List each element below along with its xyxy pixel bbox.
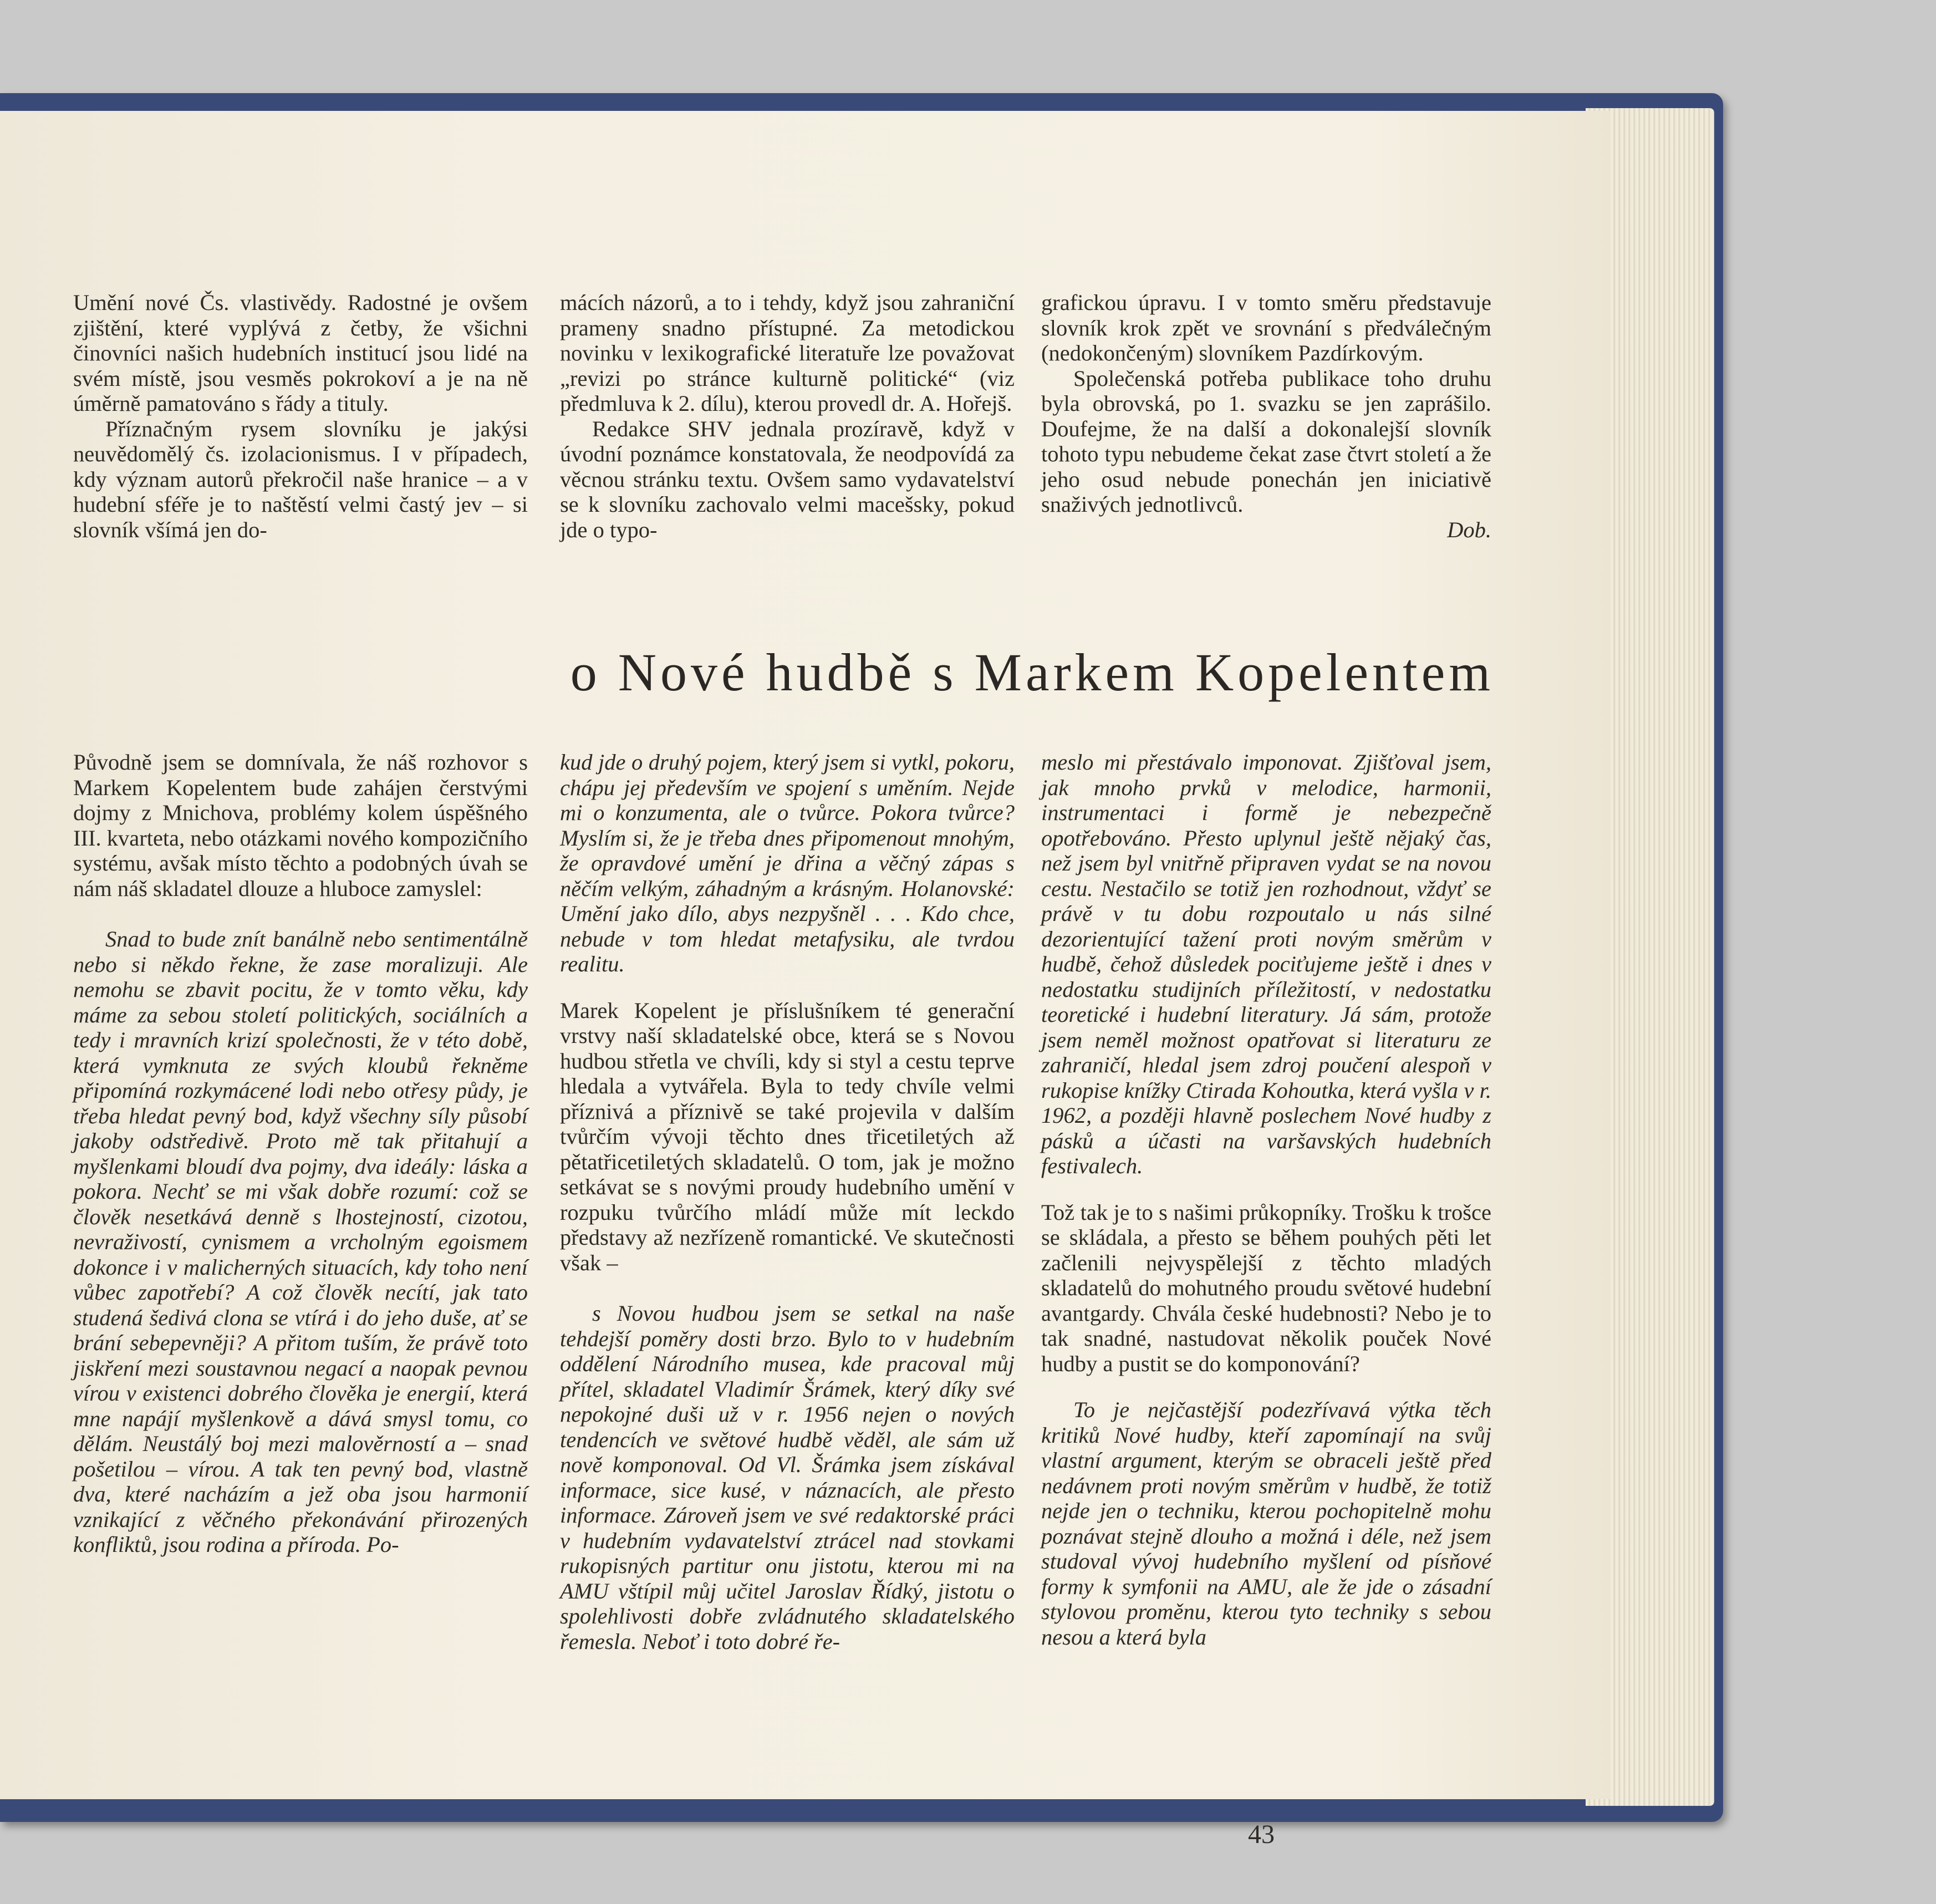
top-article-column-3 (1041, 290, 1491, 542)
page-number: 43 (1248, 1820, 1275, 1849)
quote-paragraph: meslo mi přestávalo imponovat. Zjišťoval jsem, jak mnoho prvků v melodice, harmonii, instrumentaci i formě je nebezpečně opotřebováno. Přesto uplynul ještě nějaký čas, než jsem byl vnitřně připraven vydat se na novou cestu. Nestačilo se totiž jen rozhodnout, vždyť se právě v tu dobu rozpoutalo u nás silné dezorientující tažení proti novým směrům v hudbě, čehož důsledek pociťujeme ještě i dnes v nedostatku studijních příležitostí, v nedostatku teoretické i hudební literatury. Já sám, protože jsem neměl možnost opatřovat si literaturu ze zahraničí, hledal jsem zdroj poučení alespoň v rukopise knížky Ctirada Kohoutka, která vyšla v r. 1962, a později hlavně poslechem Nové hudby z pásků a účasti na varšavských hudebních festivalech. (1041, 750, 1491, 1178)
article-headline: o Nové hudbě s Markem Kopelentem (570, 643, 1494, 702)
quote-paragraph: To je nejčastější podezřívavá výtka těch kritiků Nové hudby, kteří zapomínají na svůj vlastní argument, kterým se obraceli ještě před nedávnem proti novým směrům v hudbě, že totiž nejde jen o techniku, kterou pochopitelně mohu poznávat stejně dlouho a možná i déle, než jsem studoval vývoj hudebního myšlení od písňové formy k symfonii na AMU, ale že jde o zásadní stylovou proměnu, kterou tyto techniky s sebou nesou a která byla (1041, 1397, 1491, 1650)
quote-paragraph: Snad to bude znít banálně nebo sentimentálně nebo si někdo řekne, že zase moralizuji. Ale nemohu se zbavit pocitu, že v tomto věku, kdy máme za sebou století politických, sociálních a tedy i mravních krizí společnosti, že v této době, která vymknuta ze svých kloubů řekněme připomíná rozkymácené lodi nebo otřesy půdy, je třeba hledat pevný bod, když všechny síly působí jakoby odstředivě. Proto mě tak přitahují a myšlenkami bloudí dva pojmy, dva ideály: láska a pokora. Nechť se mi však dobře rozumí: což se člověk nesetkává denně s lhostejností, cizotou, nevraživostí, cynismem a vrcholným egoismem dokonce i v malicherných situacích, kdy toho není vůbec zapotřebí? A což člověk necítí, jak tato studená šedivá clona se vtírá i do jeho duše, ať se brání sebepevněji? A přitom tuším, že právě toto jiskření mezi soustavnou negací a naopak pevnou vírou v existenci dobrého člověka je energií, která mne napájí myšlenkově a dává smysl tomu, co dělám. Neustálý boj mezi malověrností a – snad pošetilou – vírou. A tak ten pevný bod, vlastně dva, které nacházím a jež oba jsou harmonií vznikající z věčného překonávání přirozených konfliktů, jsou rodina a příroda. Po- (73, 926, 528, 1557)
top-article-column-1 (73, 290, 528, 542)
quote-paragraph: kud jde o druhý pojem, který jsem si vytkl, pokoru, chápu jej především ve spojení s uměním. Nejde mi o konzumenta, ale o tvůrce. Pokora tvůrce? Myslím si, že je třeba dnes připomenout mnohým, že opravdové umění je dřina a věčný zápas s něčím velkým, záhadným a krásným. Holanovské: Umění jako dílo, abys nezpyšněl . . . Kdo chce, nebude v tom hledat metafysiku, ale tvrdou realitu. (560, 750, 1015, 976)
paragraph: Umění nové Čs. vlastivědy. Radostné je ovšem zjištění, které vyplývá z četby, že všichni činovníci našich hudebních institucí jsou lidé na svém místě, jsou vesměs pokrokoví a je na ně úměrně pamatováno s řády a tituly. (73, 290, 528, 416)
paragraph: Redakce SHV jednala prozíravě, když v úvodní poznámce konstatovala, že neodpovídá za věcnou stránku textu. Ovšem samo vydavatelství se k slovníku zachovalo velmi macešsky, pokud jde o typo- (560, 416, 1015, 542)
intro-paragraph: Původně jsem se domnívala, že náš rozhovor s Markem Kopelentem bude zahájen čerstvými dojmy z Mnichova, problémy kolem úspěšného III. kvarteta, nebo otázkami nového kompozičního systému, avšak místo těchto a podobných úvah se nám náš skladatel dlouze a hluboce zamyslel: (73, 750, 528, 901)
interview-column-1 (73, 750, 528, 1557)
quote-paragraph: s Novou hudbou jsem se setkal na naše tehdejší poměry dosti brzo. Bylo to v hudebním oddělení Národního musea, kde pracoval můj přítel, skladatel Vladimír Šrámek, který díky své nepokojné duši už v r. 1956 nejen o nových tendencích ve světové hudbě věděl, ale sám už nově komponoval. Od Vl. Šrámka jsem získával informace, sice kusé, v náznacích, ale přesto informace. Zároveň jsem ve své redaktorské práci v hudebním vydavatelství ztrácel nad stovkami rukopisných partitur onu jistotu, kterou mi na AMU vštípil můj učitel Jaroslav Řídký, jistotu o spolehlivosti dobře zvládnutého skladatelského řemesla. Neboť i toto dobré ře- (560, 1301, 1015, 1654)
top-article-column-2 (560, 290, 1015, 542)
paragraph: Marek Kopelent je příslušníkem té generační vrstvy naší skladatelské obce, která se s Novou hudbou střetla ve chvíli, kdy si styl a cestu teprve hledala a vytvářela. Byla to tedy chvíle velmi příznivá a příznivě se také projevila v dalším tvůrčím vývoji těchto dnes třicetiletých až pětatřicetiletých skladatelů. O tom, jak je možno setkávat se s novými proudy hudebního umění v rozpuku tvůrčího mládí může mít leckdo představy až nezřízeně romantické. Ve skutečnosti však – (560, 997, 1015, 1275)
article-signature: Dob. (1447, 517, 1491, 542)
paragraph: mácích názorů, a to i tehdy, když jsou zahraniční prameny snadno přístupné. Za metodickou novinku v lexikografické literatuře lze považovat „revizi po stránce kulturně politické“ (viz předmluva k 2. dílu), kterou provedl dr. A. Hořejš. (560, 290, 1015, 416)
paragraph: Společenská potřeba publikace toho druhu byla obrovská, po 1. svazku se jen zaprášilo. Doufejme, že na další a dokonalejší slovník tohoto typu nebudeme čekat zase čtvrt století a že jeho osud nebude ponechán jen iniciativě snaživých jednotlivců. (1041, 365, 1491, 517)
book-page (0, 111, 1611, 1849)
signature-line (1041, 517, 1491, 543)
interview-column-3 (1041, 750, 1491, 1650)
paragraph: Příznačným rysem slovníku je jakýsi neuvědomělý čs. izolacionismus. I v případech, kdy význam autorů překročil naše hranice – a v hudební sféře je to naštěstí velmi častý jev – si slovník všímá jen do- (73, 416, 528, 542)
paragraph: Tož tak je to s našimi průkopníky. Trošku k trošce se skládala, a přesto se během pouhých pěti let začlenili nejvyspělejší z těchto mladých skladatelů do mohutného proudu světové hudební avantgardy. Chvála české hudebnosti? Nebo je to tak snadné, nastudovat několik pouček Nové hudby a pustit se do komponování? (1041, 1199, 1491, 1376)
paragraph: grafickou úpravu. I v tomto směru představuje slovník krok zpět ve srovnání s předválečným (nedokončeným) slovníkem Pazdírkovým. (1041, 290, 1491, 365)
interview-column-2 (560, 750, 1015, 1654)
